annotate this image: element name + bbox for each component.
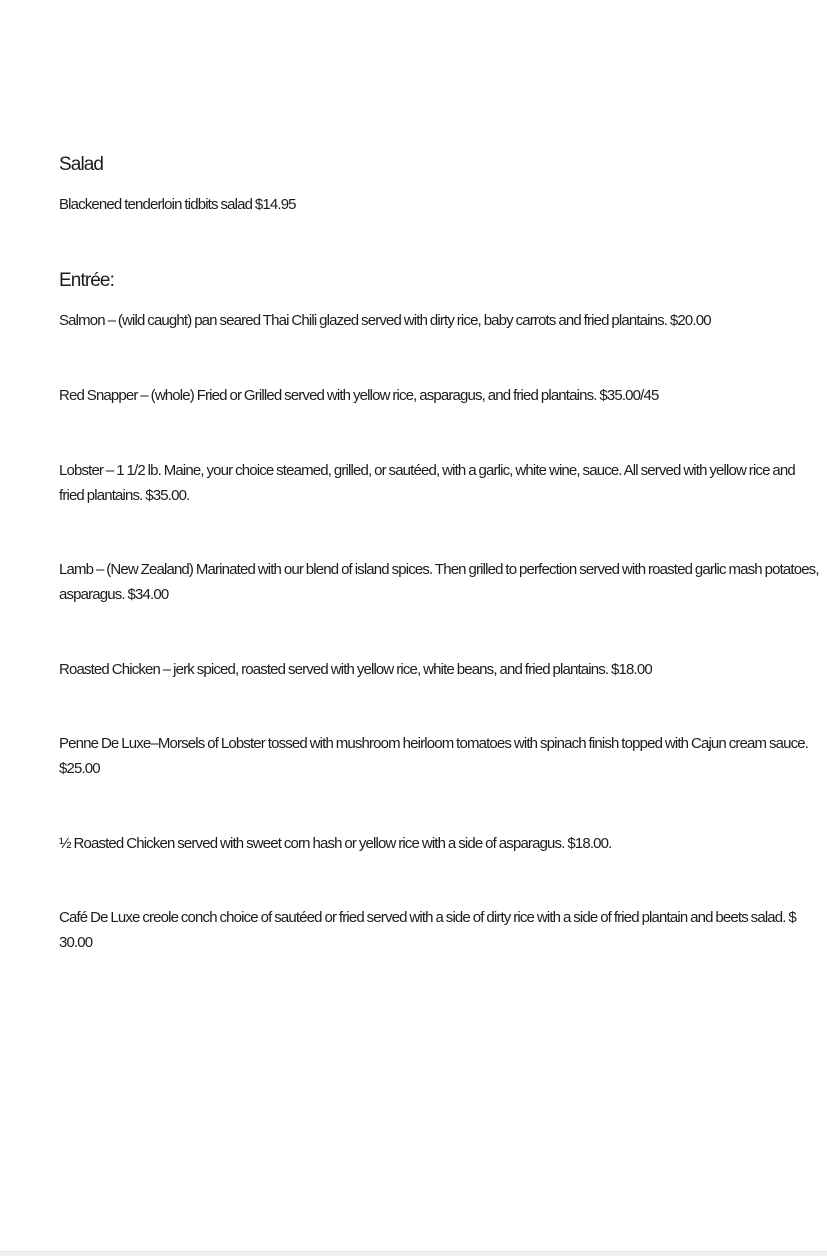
menu-item-text: Lobster – 1 1/2 lb. Maine, your choice steamed, grilled, or sautéed, with a garlic, white wine, sauce. All served with yellow rice and fried plantains. $35.00. — [59, 462, 795, 504]
entree-item-lobster — [59, 458, 819, 508]
salad-heading: Salad — [59, 154, 104, 175]
entree-section — [59, 269, 819, 293]
entree-item-roasted-chicken — [59, 657, 819, 682]
menu-item-text: Blackened tenderloin tidbits salad $14.95 — [59, 196, 296, 213]
page-bottom-edge — [0, 1251, 827, 1256]
salad-item — [59, 192, 819, 217]
menu-item-text: Penne De Luxe–Morsels of Lobster tossed with mushroom heirloom tomatoes with spinach finish topped with Cajun cream sauce. $25.00 — [59, 735, 809, 777]
entree-item-red-snapper — [59, 383, 819, 408]
menu-item-text: Lamb – (New Zealand) Marinated with our blend of island spices. Then grilled to perfection served with roasted garlic mash potatoes, asparagus. $34.00 — [59, 561, 819, 603]
menu-item-text: Red Snapper – (whole) Fried or Grilled served with yellow rice, asparagus, and fried plantains. $35.00/45 — [59, 387, 659, 404]
entree-item-half-roasted-chicken — [59, 831, 819, 856]
menu-item-text: Roasted Chicken – jerk spiced, roasted served with yellow rice, white beans, and fried plantains. $18.00 — [59, 661, 652, 678]
menu-item-text: Café De Luxe creole conch choice of sautéed or fried served with a side of dirty rice with a side of fried plantain and beets salad. $ 30.00 — [59, 909, 796, 951]
entree-item-salmon — [59, 308, 819, 333]
entree-item-cafe-de-luxe-conch — [59, 905, 819, 955]
menu-item-text: Salmon – (wild caught) pan seared Thai Chili glazed served with dirty rice, baby carrots and fried plantains. $20.00 — [59, 312, 711, 329]
entree-item-penne-de-luxe — [59, 731, 819, 781]
salad-section — [59, 153, 819, 177]
menu-item-text: ½ Roasted Chicken served with sweet corn hash or yellow rice with a side of asparagus. $18.00. — [59, 835, 612, 852]
entree-item-lamb — [59, 557, 819, 607]
entree-heading: Entrée: — [59, 270, 114, 291]
